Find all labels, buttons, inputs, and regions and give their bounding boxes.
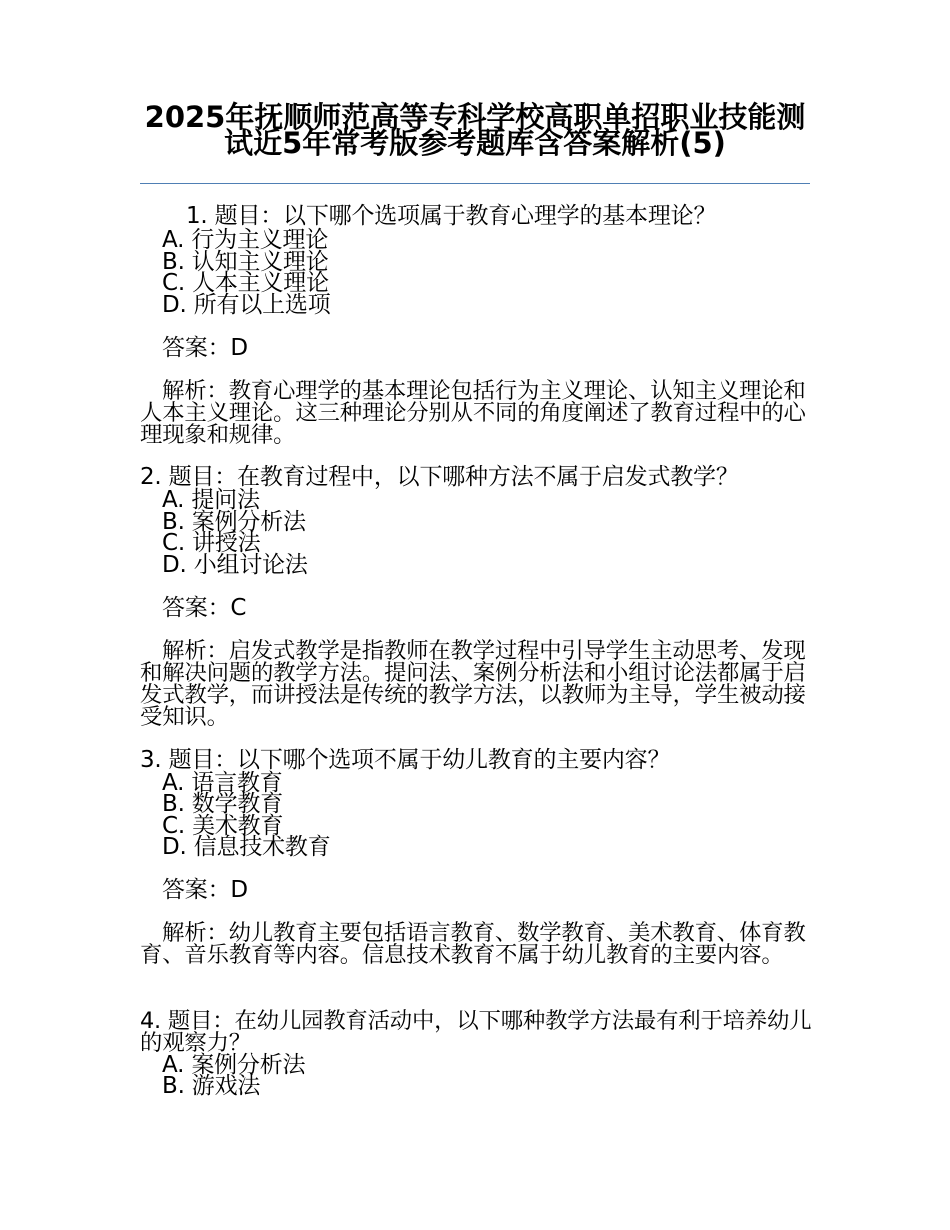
question-3-text: 3. 题目：以下哪个选项不属于幼儿教育的主要内容？	[140, 747, 671, 773]
question-3-explanation	[140, 922, 812, 966]
question-2-explanation	[140, 640, 812, 728]
question-3-option-b: B. 数学教育	[162, 791, 284, 817]
question-2-answer: 答案：C	[162, 595, 247, 621]
question-2-option-d: D. 小组讨论法	[162, 552, 308, 578]
question-2-option-b: B. 案例分析法	[162, 509, 306, 535]
question-1-option-a: A. 行为主义理论	[162, 227, 329, 253]
question-2-text: 2. 题目：在教育过程中，以下哪种方法不属于启发式教学？	[140, 464, 739, 490]
question-2-option-a: A. 提问法	[162, 487, 260, 513]
question-2-option-c: C. 讲授法	[162, 530, 261, 556]
question-4-option-a: A. 案例分析法	[162, 1052, 306, 1078]
question-1-option-d: D. 所有以上选项	[162, 292, 331, 318]
question-4-option-b: B. 游戏法	[162, 1073, 261, 1099]
question-1-option-b: B. 认知主义理论	[162, 249, 329, 275]
question-3-option-a: A. 语言教育	[162, 770, 283, 796]
question-1-option-c: C. 人本主义理论	[162, 270, 329, 296]
question-3-explanation-text: 解析：幼儿教育主要包括语言教育、数学教育、美术教育、体育教育、音乐教育等内容。信息技术教育不属于幼儿教育的主要内容。	[140, 920, 806, 968]
question-3-option-d: D. 信息技术教育	[162, 834, 331, 860]
question-1-answer: 答案：D	[162, 335, 248, 361]
document-title: 2025年抚顺师范高等专科学校高职单招职业技能测试近5年常考版参考题库含答案解析(5)	[144, 100, 806, 160]
question-1-text: 1. 题目：以下哪个选项属于教育心理学的基本理论？	[186, 203, 717, 229]
question-4-text: 4. 题目：在幼儿园教育活动中，以下哪种教学方法最有利于培养幼儿的观察力？	[140, 1008, 812, 1056]
question-1-explanation	[140, 380, 812, 446]
question-3-option-c: C. 美术教育	[162, 813, 284, 839]
question-1-explanation-text: 解析：教育心理学的基本理论包括行为主义理论、认知主义理论和人本主义理论。这三种理论分别从不同的角度阐述了教育过程中的心理现象和规律。	[140, 378, 806, 448]
question-2-explanation-text: 解析：启发式教学是指教师在教学过程中引导学生主动思考、发现和解决问题的教学方法。提问法、案例分析法和小组讨论法都属于启发式教学，而讲授法是传统的教学方法，以教师为主导，学生被动接受知识。	[140, 638, 806, 730]
question-3-answer: 答案：D	[162, 877, 248, 903]
title-divider	[140, 183, 810, 184]
